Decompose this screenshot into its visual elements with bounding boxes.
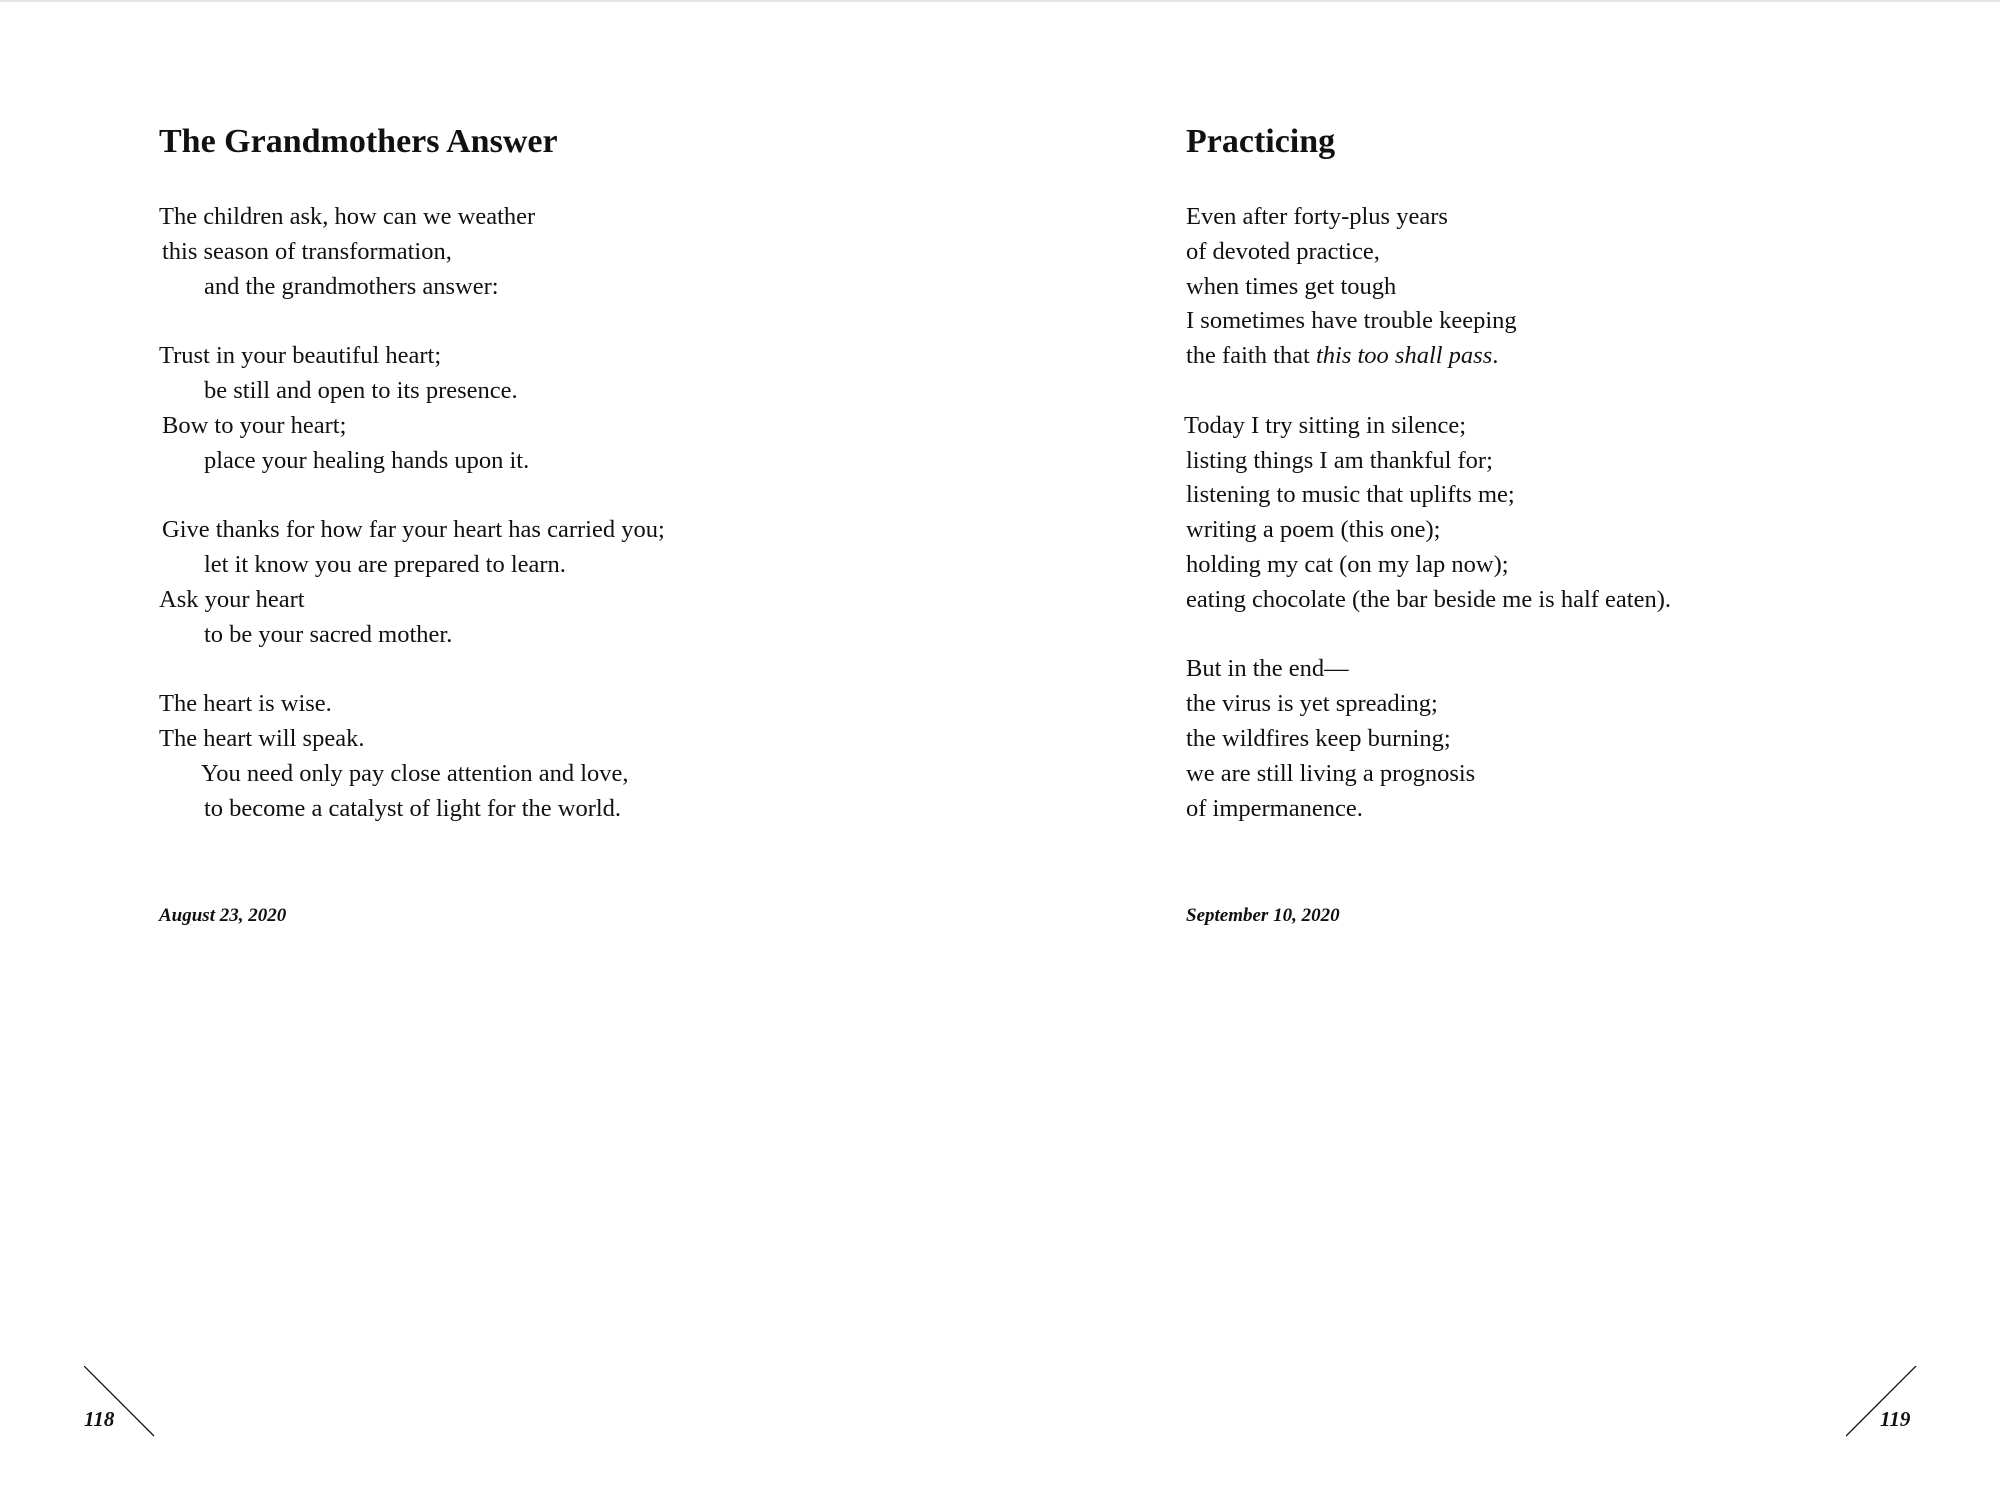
line-text: the faith that: [1186, 342, 1316, 370]
poem-line: to be your sacred mother.: [204, 620, 453, 648]
poem-line: of impermanence.: [1186, 794, 1363, 822]
poem-line-with-italic: [1186, 339, 1671, 374]
poem-line: The heart is wise.: [159, 690, 332, 718]
poem-line: Ask your heart: [159, 585, 305, 613]
line-end: .: [1492, 342, 1499, 370]
poem-line: be still and open to its presence.: [204, 376, 518, 404]
poem-line: to become a catalyst of light for the world.: [204, 794, 622, 822]
poem-line: the wildfires keep burning;: [1186, 724, 1451, 752]
stanza: [1186, 200, 1671, 374]
poem-line: and the grandmothers answer:: [204, 272, 499, 300]
poem-line: we are still living a prognosis: [1186, 759, 1476, 787]
poem-line: Trust in your beautiful heart;: [159, 342, 442, 370]
poem-title: The Grandmothers Answer: [159, 123, 558, 160]
poem-line: holding my cat (on my lap now);: [1186, 550, 1509, 578]
right-page: [1000, 0, 2000, 1503]
poem-line: Give thanks for how far your heart has carried you;: [162, 516, 665, 544]
page-number: 118: [84, 1407, 115, 1431]
poem-line: listing things I am thankful for;: [1186, 446, 1493, 474]
italic-phrase: this too shall pass: [1315, 342, 1493, 370]
poem-line: The children ask, how can we weather: [159, 203, 536, 230]
page-number: 119: [1880, 1407, 1911, 1431]
poem-line: listening to music that uplifts me;: [1186, 481, 1515, 509]
poem-line: Today I try sitting in silence;: [1184, 411, 1467, 439]
poem-line: the virus is yet spreading;: [1186, 690, 1438, 718]
poem-line: You need only pay close attention and love,: [201, 759, 629, 787]
poem-line: place your healing hands upon it.: [204, 446, 530, 474]
poem-line: Even after forty-plus years: [1186, 203, 1448, 230]
poem-body: [159, 200, 665, 826]
poem-line: when times get tough: [1186, 272, 1397, 300]
poem-date: September 10, 2020: [1186, 905, 1340, 926]
stanza: [159, 339, 665, 478]
poem-line: The heart will speak.: [159, 724, 365, 752]
poem-line: But in the end—: [1186, 655, 1349, 683]
page-number-corner: [1846, 1366, 1918, 1438]
poem-body: [1186, 200, 1671, 826]
poem-line: of devoted practice,: [1186, 237, 1380, 265]
poem-title: Practicing: [1186, 123, 1336, 160]
stanza: [159, 200, 665, 304]
page-number-corner: [84, 1366, 156, 1438]
poem-date: August 23, 2020: [159, 905, 287, 926]
poem-line: Bow to your heart;: [162, 411, 347, 439]
poem-line: I sometimes have trouble keeping: [1186, 307, 1517, 335]
stanza: [159, 513, 665, 652]
stanza: [159, 687, 665, 826]
poem-line: this season of transformation,: [162, 237, 452, 265]
poem-line: eating chocolate (the bar beside me is half eaten).: [1186, 585, 1672, 613]
poem-line: writing a poem (this one);: [1186, 516, 1441, 544]
poem-line: let it know you are prepared to learn.: [204, 550, 566, 578]
stanza: [1186, 652, 1671, 826]
stanza: [1186, 409, 1671, 618]
